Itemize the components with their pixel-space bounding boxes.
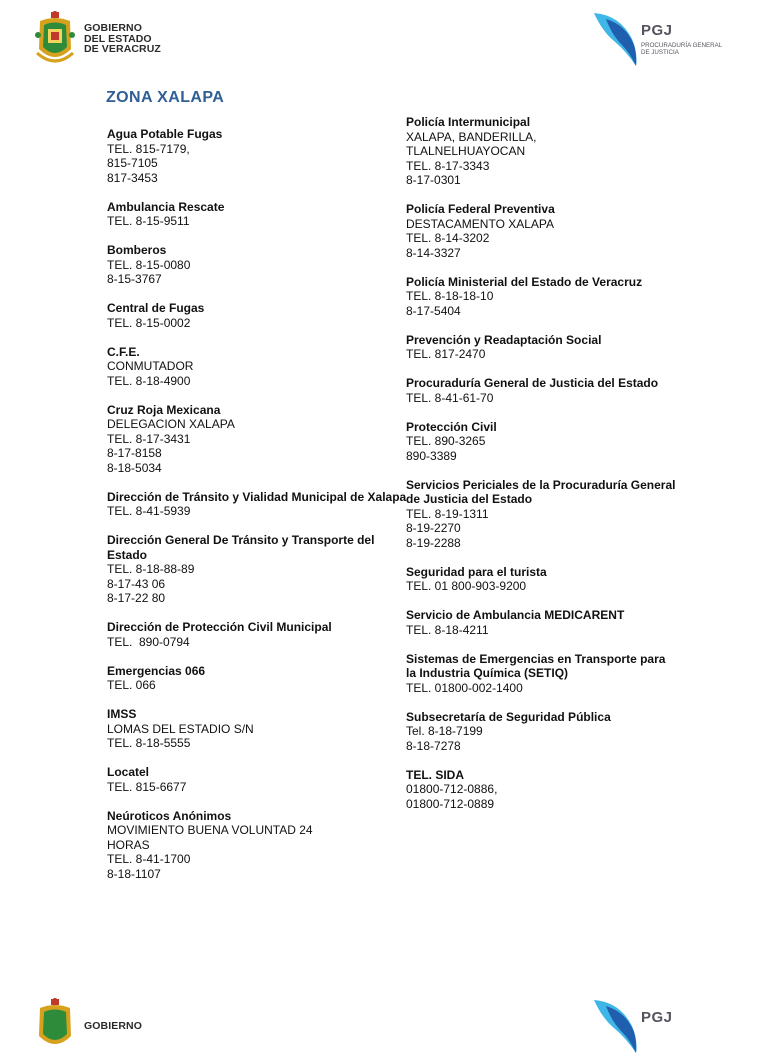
entry-name: TEL. SIDA	[406, 767, 465, 782]
entry-name: Dirección de Tránsito y Vialidad Municipal de Xalapa	[107, 489, 407, 504]
entry-detail-line: LOMAS DEL ESTADIO S/N	[107, 721, 254, 736]
entry-detail-line: TLALNELHUAYOCAN	[406, 144, 526, 158]
entry-detail-line: TEL. 8-15-0002	[107, 315, 191, 330]
pgj-full-name-line: DE JUSTICIA	[641, 49, 679, 56]
entry-detail-line: 8-18-7278	[406, 738, 461, 753]
entry-detail-line: TEL. 817-2470	[406, 347, 486, 361]
directory-entry	[107, 127, 407, 185]
gobierno-logo-line: DEL ESTADO	[84, 32, 152, 45]
entry-name: IMSS	[107, 707, 137, 721]
pgj-wing-icon	[592, 998, 644, 1054]
entry-detail-line: DESTACAMENTO XALAPA	[406, 216, 555, 231]
directory-entry	[406, 608, 676, 637]
directory-entry	[107, 301, 407, 330]
entry-detail-line: 8-19-2270	[406, 521, 461, 535]
entry-name: Prevención y Readaptación Social	[406, 332, 602, 347]
directory-entry	[406, 115, 676, 188]
directory-entry	[406, 333, 676, 362]
entry-name: Subsecretaría de Seguridad Pública	[406, 709, 611, 724]
directory-entry	[406, 202, 676, 260]
entry-detail-line: TEL. 066	[107, 678, 156, 692]
entry-detail-line: 890-3389	[406, 448, 457, 463]
directory-entry	[107, 345, 407, 389]
directory-entry	[406, 420, 676, 464]
pgj-logo	[592, 11, 732, 67]
entry-name: Policía Ministerial del Estado de Veracruz	[406, 274, 643, 289]
directory-entry	[107, 809, 407, 882]
entry-name: Locatel	[107, 765, 150, 779]
entry-name: Bomberos	[107, 243, 167, 257]
entry-detail-line: TEL. 8-18-4900	[107, 373, 191, 388]
pgj-full-name-line: PROCURADURÍA GENERAL	[641, 42, 723, 49]
directory-entry	[406, 652, 676, 696]
directory-entry	[406, 275, 676, 319]
entry-detail-line: 8-17-0301	[406, 173, 461, 187]
zone-title: ZONA XALAPA	[106, 89, 225, 106]
entry-name: Dirección de Protección Civil Municipal	[107, 620, 332, 634]
directory-entry	[107, 243, 407, 287]
directory-entry	[107, 403, 407, 476]
directory-entry	[107, 620, 407, 649]
entry-detail-line: TEL. 8-15-0080	[107, 257, 191, 272]
directory-entry	[107, 664, 407, 693]
pgj-abbreviation: PGJ	[641, 22, 673, 39]
entry-detail-line: TEL. 8-19-1311	[406, 506, 489, 521]
entry-detail-line: TEL. 890-3265	[406, 434, 486, 448]
entry-detail-line: 8-15-3767	[107, 272, 162, 286]
directory-entry	[406, 565, 676, 594]
entry-name: C.F.E.	[107, 344, 140, 359]
entry-name: Cruz Roja Mexicana	[107, 402, 221, 417]
entry-detail-line: TEL. 8-17-3431	[107, 431, 191, 446]
gobierno-logo-text	[84, 1021, 142, 1032]
entry-detail-line: 8-17-8158	[107, 446, 162, 460]
entry-detail-line: TEL. 815-6677	[107, 779, 187, 794]
entry-detail-line: Tel. 8-18-7199	[406, 724, 483, 738]
entry-detail-line: CONMUTADOR	[107, 359, 194, 373]
entry-detail-line: 817-3453	[107, 170, 158, 185]
entry-name: Seguridad para el turista	[406, 564, 547, 579]
left-directory-column	[107, 127, 407, 896]
entry-detail-line: 8-14-3327	[406, 245, 461, 260]
entry-name: Ambulancia Rescate	[107, 199, 225, 214]
entry-name: Neúroticos Anónimos	[107, 808, 232, 823]
directory-entry	[406, 376, 676, 405]
entry-detail-line: TEL. 8-18-4211	[406, 622, 489, 637]
pgj-full-name	[641, 42, 722, 56]
gobierno-logo-line: GOBIERNO	[84, 1019, 142, 1032]
entry-detail-line: DELEGACION XALAPA	[107, 417, 235, 431]
entry-name: Central de Fugas	[107, 301, 205, 315]
entry-detail-line: TEL. 8-18-18-10	[406, 289, 494, 303]
directory-entry	[107, 490, 407, 519]
entry-name: Policía Federal Preventiva	[406, 202, 555, 216]
pgj-abbreviation: PGJ	[641, 1009, 673, 1026]
entry-detail-line: TEL. 8-41-61-70	[406, 390, 494, 405]
entry-detail-line: TEL. 890-0794	[107, 634, 190, 649]
gobierno-veracruz-logo-footer	[34, 998, 142, 1054]
directory-entry	[107, 533, 407, 606]
entry-detail-line: 8-17-22 80	[107, 591, 166, 605]
entry-detail-line: TEL. 8-41-1700	[107, 852, 191, 866]
pgj-wing-icon	[592, 11, 644, 67]
directory-entry	[107, 707, 407, 751]
entry-name: Agua Potable Fugas	[107, 127, 223, 141]
entry-detail-line: HORAS	[107, 837, 150, 852]
entry-detail-line: TEL. 01800-002-1400	[406, 680, 523, 695]
pgj-logo-footer	[592, 998, 732, 1054]
entry-name: Servicio de Ambulancia MEDICARENT	[406, 608, 625, 622]
entry-detail-line: 8-18-5034	[107, 460, 162, 475]
veracruz-seal-icon	[34, 11, 76, 67]
veracruz-seal-icon	[34, 998, 76, 1054]
entry-name: Servicios Periciales de la Procuraduría General de Justicia del Estado	[406, 477, 676, 506]
entry-detail-line: TEL. 8-18-88-89	[107, 562, 195, 576]
directory-entry	[406, 710, 676, 754]
entry-detail-line: 8-18-1107	[107, 866, 161, 881]
gobierno-logo-line: GOBIERNO	[84, 22, 142, 35]
entry-name: Sistemas de Emergencias en Transporte para la Industria Química (SETIQ)	[406, 651, 666, 680]
directory-entry	[406, 478, 676, 551]
entry-detail-line: TEL. 815-7179,	[107, 141, 190, 156]
entry-name: Emergencias 066	[107, 663, 206, 678]
entry-detail-line: TEL. 8-15-9511	[107, 214, 190, 228]
entry-name: Policía Intermunicipal	[406, 115, 531, 129]
entry-detail-line: 01800-712-0886,	[406, 782, 498, 796]
entry-detail-line: TEL. 8-18-5555	[107, 736, 191, 750]
entry-detail-line: TEL. 01 800-903-9200	[406, 579, 527, 593]
entry-detail-line: TEL. 8-14-3202	[406, 231, 490, 245]
directory-entry	[107, 765, 407, 794]
entry-detail-line: TEL. 8-17-3343	[406, 158, 490, 173]
entry-name: Protección Civil	[406, 419, 497, 434]
entry-detail-line: 8-17-43 06	[107, 576, 166, 591]
entry-detail-line: XALAPA, BANDERILLA,	[406, 129, 537, 144]
gobierno-veracruz-logo	[34, 11, 161, 67]
directory-entry	[406, 768, 676, 812]
entry-name: Dirección General De Tránsito y Transporte del Estado	[107, 533, 375, 562]
entry-detail-line: MOVIMIENTO BUENA VOLUNTAD 24	[107, 823, 313, 837]
entry-detail-line: 8-17-5404	[406, 303, 461, 318]
gobierno-logo-text	[84, 23, 161, 55]
entry-detail-line: 815-7105	[107, 156, 158, 170]
directory-entry	[107, 200, 407, 229]
right-directory-column	[406, 115, 676, 826]
entry-detail-line: 01800-712-0889	[406, 796, 495, 811]
gobierno-logo-line: DE VERACRUZ	[84, 43, 161, 56]
entry-name: Procuraduría General de Justicia del Estado	[406, 376, 659, 390]
entry-detail-line: 8-19-2288	[406, 535, 461, 550]
entry-detail-line: TEL. 8-41-5939	[107, 504, 191, 518]
